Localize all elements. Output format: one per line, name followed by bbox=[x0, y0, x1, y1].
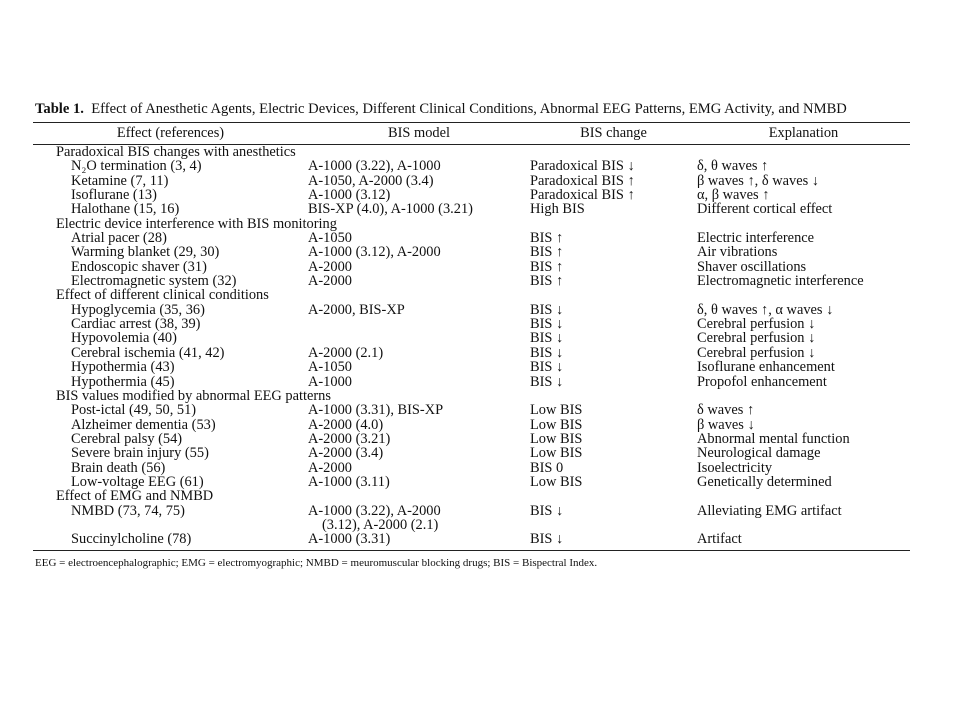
bis-model-cell: A-1000 (3.31) bbox=[308, 531, 391, 548]
table-row bbox=[33, 446, 910, 460]
header-effect: Effect (references) bbox=[116, 125, 225, 141]
effect-cell: Brain death (56) bbox=[71, 459, 166, 476]
section-label: Effect of EMG and NMBD bbox=[56, 488, 214, 505]
explanation-cell: Cerebral perfusion ↓ bbox=[697, 330, 816, 347]
bis-change-cell: Low BIS bbox=[530, 416, 583, 433]
effect-cell: Post-ictal (49, 50, 51) bbox=[71, 402, 197, 419]
table-row bbox=[33, 375, 910, 389]
effect-cell: Succinylcholine (78) bbox=[71, 531, 192, 548]
section-row bbox=[33, 288, 910, 302]
table-row bbox=[33, 504, 910, 518]
section-label: Paradoxical BIS changes with anesthetics bbox=[56, 144, 296, 160]
bis-change-cell: BIS ↑ bbox=[530, 273, 564, 290]
data-table bbox=[33, 122, 910, 551]
bis-change-cell: BIS ↓ bbox=[530, 344, 564, 361]
explanation-cell: β waves ↓ bbox=[697, 416, 755, 433]
table-row bbox=[33, 317, 910, 331]
effect-cell bbox=[33, 518, 308, 532]
bis-change-cell: Paradoxical BIS ↑ bbox=[530, 187, 635, 204]
bis-model-cell: A-1000 (3.31), BIS-XP bbox=[308, 402, 444, 419]
bis-model-cell: A-1000 bbox=[308, 373, 352, 390]
table-row bbox=[33, 331, 910, 345]
bis-model-cell bbox=[308, 317, 530, 331]
table-row bbox=[33, 346, 910, 360]
table-row bbox=[33, 418, 910, 432]
section-row bbox=[33, 489, 910, 503]
effect-cell: Low-voltage EEG (61) bbox=[71, 473, 204, 490]
table-container bbox=[33, 101, 910, 569]
bis-model-cell: A-1050 bbox=[308, 359, 352, 376]
explanation-cell: Alleviating EMG artifact bbox=[697, 502, 842, 519]
bis-model-cell: A-1000 (3.22), A-1000 bbox=[308, 158, 441, 175]
table-row bbox=[33, 461, 910, 475]
table-row bbox=[33, 532, 910, 550]
bis-model-cell: A-1000 (3.22), A-2000 bbox=[308, 502, 441, 519]
explanation-cell: Propofol enhancement bbox=[697, 373, 827, 390]
bis-model-cell: A-2000, BIS-XP bbox=[308, 301, 405, 318]
effect-cell: Hypovolemia (40) bbox=[71, 330, 177, 347]
bis-model-cell: BIS-XP (4.0), A-1000 (3.21) bbox=[308, 201, 473, 218]
table-row bbox=[33, 231, 910, 245]
effect-cell: Cerebral palsy (54) bbox=[71, 430, 183, 447]
table-row bbox=[33, 303, 910, 317]
bis-change-cell: BIS ↓ bbox=[530, 502, 564, 519]
bis-model-cell: A-2000 bbox=[308, 273, 352, 290]
effect-cell: Ketamine (7, 11) bbox=[71, 172, 169, 189]
section-label: Effect of different clinical conditions bbox=[56, 287, 269, 304]
explanation-cell: Cerebral perfusion ↓ bbox=[697, 316, 816, 333]
bis-model-cell: A-2000 (3.4) bbox=[308, 445, 384, 462]
bis-model-cell: A-2000 (3.21) bbox=[308, 430, 391, 447]
bis-change-cell: BIS 0 bbox=[530, 459, 564, 476]
effect-cell: Severe brain injury (55) bbox=[71, 445, 209, 462]
table-row bbox=[33, 260, 910, 274]
table-row bbox=[33, 188, 910, 202]
explanation-cell: Electric interference bbox=[697, 230, 815, 247]
bis-change-cell: BIS ↓ bbox=[530, 330, 564, 347]
table-row bbox=[33, 159, 910, 173]
bis-change-cell bbox=[530, 518, 697, 532]
bis-change-cell: Low BIS bbox=[530, 402, 583, 419]
section-row bbox=[33, 389, 910, 403]
effect-cell: Atrial pacer (28) bbox=[71, 230, 167, 247]
section-row bbox=[33, 145, 910, 160]
table-caption bbox=[35, 101, 910, 117]
continuation-row bbox=[33, 518, 910, 532]
bis-change-cell: Low BIS bbox=[530, 430, 583, 447]
bis-change-cell: Low BIS bbox=[530, 473, 583, 490]
effect-cell: Cardiac arrest (38, 39) bbox=[71, 316, 201, 333]
section-label: BIS values modified by abnormal EEG patterns bbox=[56, 387, 331, 404]
effect-cell: Halothane (15, 16) bbox=[71, 201, 180, 218]
explanation-cell: δ, θ waves ↑, α waves ↓ bbox=[697, 301, 834, 318]
effect-cell: Warming blanket (29, 30) bbox=[71, 244, 220, 261]
bis-model-cell: A-2000 (4.0) bbox=[308, 416, 384, 433]
header-explanation: Explanation bbox=[768, 125, 839, 141]
explanation-cell: α, β waves ↑ bbox=[697, 187, 770, 204]
bis-change-cell: Paradoxical BIS ↑ bbox=[530, 172, 635, 189]
section-row bbox=[33, 217, 910, 231]
bis-change-cell: Paradoxical BIS ↓ bbox=[530, 158, 635, 175]
effect-cell: Hypoglycemia (35, 36) bbox=[71, 301, 205, 318]
explanation-cell: δ waves ↑ bbox=[697, 402, 755, 419]
header-bis-change: BIS change bbox=[580, 125, 647, 141]
bis-change-cell: BIS ↑ bbox=[530, 230, 564, 247]
bis-change-cell: BIS ↓ bbox=[530, 359, 564, 376]
effect-cell: N₂O termination (3, 4) bbox=[71, 158, 202, 175]
effect-cell: Alzheimer dementia (53) bbox=[71, 416, 216, 433]
explanation-cell: Air vibrations bbox=[697, 244, 778, 261]
table-body bbox=[33, 145, 910, 551]
table-row bbox=[33, 432, 910, 446]
explanation-cell: Abnormal mental function bbox=[697, 430, 850, 447]
table-footnote: EEG = electroencephalographic; EMG = electromyographic; NMBD = meuromuscular blocking drugs; BIS = Bispectral Index. bbox=[35, 556, 598, 569]
effect-cell: Endoscopic shaver (31) bbox=[71, 258, 207, 275]
explanation-cell: Cerebral perfusion ↓ bbox=[697, 344, 816, 361]
explanation-cell: Electromagnetic interference bbox=[697, 273, 864, 290]
explanation-cell: Different cortical effect bbox=[697, 201, 833, 218]
explanation-cell bbox=[697, 518, 910, 532]
bis-change-cell: BIS ↓ bbox=[530, 373, 564, 390]
bis-change-cell: Low BIS bbox=[530, 445, 583, 462]
table-row bbox=[33, 403, 910, 417]
table-row bbox=[33, 475, 910, 489]
explanation-cell: δ, θ waves ↑ bbox=[697, 158, 769, 175]
table-row bbox=[33, 274, 910, 288]
table-number: Table 1. bbox=[35, 101, 84, 117]
section-label: Electric device interference with BIS monitoring bbox=[56, 215, 337, 232]
bis-model-cell: A-1050 bbox=[308, 230, 352, 247]
bis-change-cell: BIS ↓ bbox=[530, 316, 564, 333]
bis-model-cell: A-1000 (3.12) bbox=[308, 187, 391, 204]
bis-change-cell: BIS ↑ bbox=[530, 244, 564, 261]
effect-cell: Isoflurane (13) bbox=[71, 187, 157, 204]
effect-cell: Electromagnetic system (32) bbox=[71, 273, 237, 290]
bis-model-cell: A-2000 bbox=[308, 258, 352, 275]
effect-cell: NMBD (73, 74, 75) bbox=[71, 502, 185, 519]
bis-model-cell bbox=[308, 331, 530, 345]
bis-model-cell: A-1000 (3.12), A-2000 bbox=[308, 244, 441, 261]
bis-model-cell: A-1000 (3.11) bbox=[308, 473, 390, 490]
explanation-cell: Isoelectricity bbox=[697, 459, 773, 476]
bis-model-cell: A-2000 bbox=[308, 459, 352, 476]
explanation-cell: β waves ↑, δ waves ↓ bbox=[697, 172, 820, 189]
effect-cell: Hypothermia (45) bbox=[71, 373, 175, 390]
table-row bbox=[33, 245, 910, 259]
bis-model-cell: A-1050, A-2000 (3.4) bbox=[308, 172, 434, 189]
bis-change-cell: High BIS bbox=[530, 201, 585, 218]
bis-model-cell: A-2000 (2.1) bbox=[308, 344, 384, 361]
explanation-cell: Artifact bbox=[697, 531, 742, 548]
header-row bbox=[33, 123, 910, 145]
header-bis-model: BIS model bbox=[388, 125, 450, 141]
effect-cell: Hypothermia (43) bbox=[71, 359, 175, 376]
table-title: Effect of Anesthetic Agents, Electric Devices, Different Clinical Conditions, Abnormal EEG Patterns, EMG Activity, and NMBD bbox=[91, 101, 847, 117]
bis-model-cell: (3.12), A-2000 (2.1) bbox=[322, 516, 439, 533]
effect-cell: Cerebral ischemia (41, 42) bbox=[71, 344, 225, 361]
bis-change-cell: BIS ↓ bbox=[530, 531, 564, 548]
explanation-cell: Shaver oscillations bbox=[697, 258, 807, 275]
table-row bbox=[33, 360, 910, 374]
table-row bbox=[33, 202, 910, 216]
explanation-cell: Isoflurane enhancement bbox=[697, 359, 835, 376]
explanation-cell: Neurological damage bbox=[697, 445, 821, 462]
explanation-cell: Genetically determined bbox=[697, 473, 832, 490]
bis-change-cell: BIS ↓ bbox=[530, 301, 564, 318]
bis-change-cell: BIS ↑ bbox=[530, 258, 564, 275]
table-row bbox=[33, 174, 910, 188]
